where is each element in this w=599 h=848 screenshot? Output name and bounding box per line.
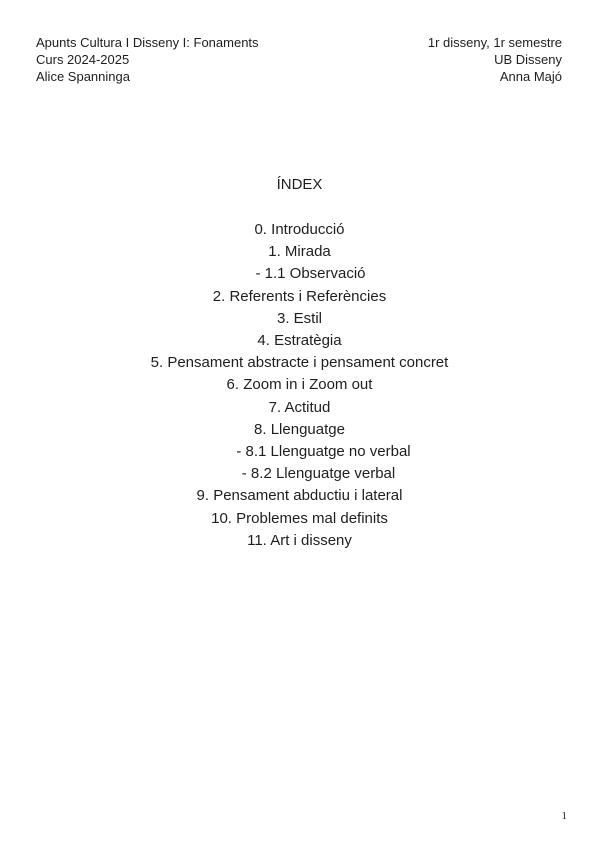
toc-subitem: - 8.2 Llenguatge verbal: [241, 465, 396, 483]
toc-subitem: - 8.1 Llenguatge no verbal: [236, 443, 411, 461]
toc-item: 7. Actitud: [268, 398, 331, 416]
page-number: 1: [561, 810, 567, 822]
toc-item: 11. Art i disseny: [247, 531, 352, 549]
toc-item: 0. Introducció: [254, 221, 345, 238]
toc-item: 3. Estil: [276, 309, 322, 327]
toc-item: 5. Pensament abstracte i pensament concret: [150, 354, 449, 372]
toc-item: 4. Estratègia: [257, 332, 342, 350]
teacher-name: Anna Majó: [499, 69, 562, 84]
table-of-contents: [0, 219, 599, 552]
header-right: [428, 34, 562, 85]
author-name: Alice Spanninga: [36, 69, 130, 84]
header-left: [36, 34, 259, 85]
toc-item: 1. Mirada: [268, 243, 331, 261]
toc-subitem: - 1.1 Observació: [255, 265, 366, 283]
course-title: Apunts Cultura I Disseny I: Fonaments: [36, 35, 259, 50]
toc-item: 6. Zoom in i Zoom out: [226, 376, 373, 394]
toc-item: 8. Llenguatge: [254, 420, 345, 438]
semester-label: 1r disseny, 1r semestre: [427, 35, 562, 50]
institution-label: UB Disseny: [494, 52, 562, 67]
toc-item: 9. Pensament abductiu i lateral: [196, 487, 403, 505]
course-year: Curs 2024-2025: [36, 52, 130, 67]
toc-item: 10. Problemes mal definits: [211, 509, 388, 527]
index-title: ÍNDEX: [276, 176, 323, 193]
toc-item: 2. Referents i Referències: [212, 287, 387, 305]
